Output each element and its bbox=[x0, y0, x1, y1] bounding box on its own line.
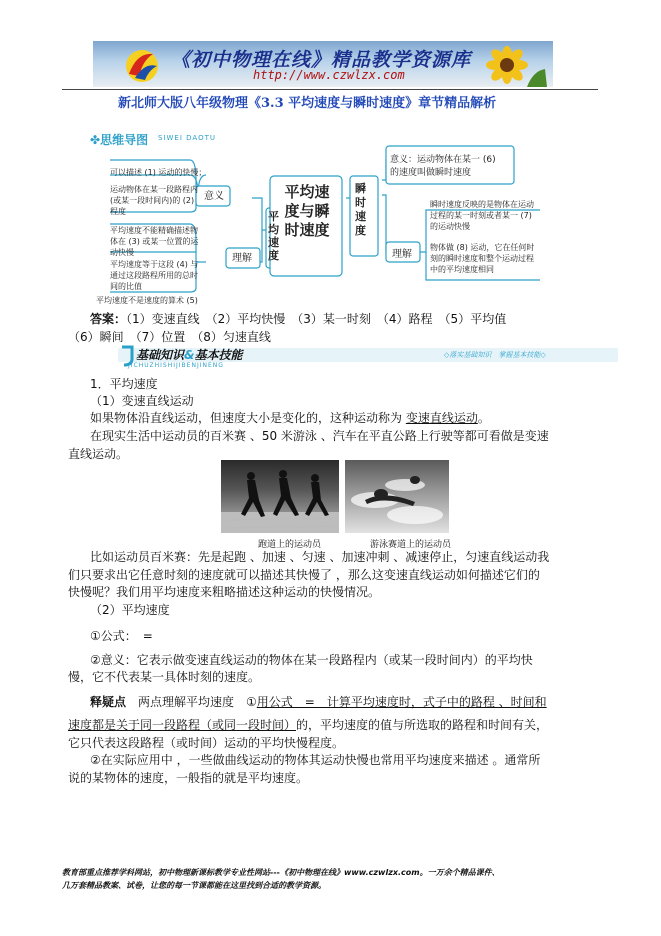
answers-line-1: 答案：（1）变速直线 （2）平均快慢 （3）某一时刻 （4）路程 （5）平均值 bbox=[90, 312, 507, 326]
mindmap-left-item: 平均速度等于这段 (4) 与 bbox=[110, 260, 199, 269]
section-pinyin: JICHUZHISHIJIBENJINENG bbox=[128, 362, 224, 369]
swimmers-photo bbox=[345, 460, 449, 533]
section-title: 基础知识&基本技能 bbox=[136, 348, 243, 362]
sunflower-icon bbox=[467, 41, 547, 87]
meaning-line-2: 慢，它不代表某一具体时刻的速度。 bbox=[68, 670, 261, 684]
mindmap-right-item: 的运动快慢 bbox=[430, 222, 470, 231]
answers-line-2: （6）瞬间 （7）位置 （8）匀速直线 bbox=[68, 330, 271, 344]
mindmap-left-item: 可以描述 (1) 运动的快慢； bbox=[110, 168, 207, 177]
mindmap-left-item: 动快慢 bbox=[110, 248, 134, 257]
footer-line-2: 几万套精品教案、试卷，让您的每一节课都能在这里找到合适的教学资源。 bbox=[62, 881, 326, 890]
mindmap-understand-node: 理解 bbox=[232, 253, 252, 264]
mindmap-right-item: 中的平均速度相同 bbox=[430, 265, 494, 274]
paragraph-3-cont: 快慢呢？我们用平均速度来粗略描述这种运动的快慢情况。 bbox=[68, 585, 381, 599]
runners-photo bbox=[221, 460, 339, 533]
subheading-variable-motion: （1）变速直线运动 bbox=[90, 394, 194, 408]
banner-title: 《初中物理在线》精品教学资源库 bbox=[171, 49, 472, 71]
header-banner bbox=[93, 41, 553, 87]
mindmap-right-meaning: 意义：运动物体在某一 (6) bbox=[390, 155, 496, 165]
document-title: 新北师大版八年级物理《3.3 平均速度与瞬时速度》章节精品解析 bbox=[118, 96, 497, 111]
explanation-line-3: 它只代表这段路程（或时间）运动的平均快慢程度。 bbox=[68, 736, 345, 750]
heading-avg-speed: 1．平均速度 bbox=[90, 377, 158, 391]
mindmap-left-item: 运动物体在某一段路程内 bbox=[110, 185, 198, 194]
banner-url: http://www.czwlzx.com bbox=[253, 68, 405, 82]
mindmap-left-item: 通过这段路程所用的总时 bbox=[110, 271, 198, 280]
mindmap-label: ✤思维导图 bbox=[90, 133, 149, 147]
footer-line-1: 教育部重点推荐学科网站，初中物理新课标教学专业性网站---《初中物理在线》www.czwlzx.com。一万余个精品课件、 bbox=[62, 868, 500, 877]
mindmap-left-item: 间的比值 bbox=[110, 282, 142, 291]
explanation-line-2: 速度都是关于同一段路程（或同一段时间）的，平均速度的值与所选取的路程和时间有关， bbox=[68, 718, 549, 732]
page-footer bbox=[62, 866, 602, 892]
section-slogan: ◇落实基础知识 掌握基本技能◇ bbox=[444, 351, 546, 359]
runners-image bbox=[221, 460, 339, 533]
swimmers-image bbox=[345, 460, 449, 533]
mindmap-instant-speed-node: 瞬时速度 bbox=[355, 182, 366, 237]
paragraph-2-cont: 直线运动。 bbox=[68, 447, 129, 461]
mindmap-left-item: 体在 (3) 或某一位置的运 bbox=[110, 237, 199, 246]
explanation-line-5: 说的某物体的速度，一般指的就是平均速度。 bbox=[68, 771, 309, 785]
site-logo-icon bbox=[123, 44, 161, 84]
explanation-line-1: 释疑点 两点理解平均速度 ①用公式 = 计算平均速度时，式子中的路程 、时间和 bbox=[90, 695, 547, 709]
mindmap-right-item: 刻的瞬时速度和整个运动过程 bbox=[430, 254, 534, 263]
mindmap-understand-node-2: 理解 bbox=[392, 249, 412, 260]
mindmap-avg-speed-node: 平均速度 bbox=[268, 210, 279, 262]
mindmap-left-item: 平均速度不能精确描述物 bbox=[110, 226, 198, 235]
paragraph-2: 在现实生活中运动员的百米赛 、50 米游泳 、汽车在平直公路上行驶等都可看做是变速 bbox=[90, 429, 549, 443]
subheading-avg-speed: （2）平均速度 bbox=[90, 603, 170, 617]
mindmap-meaning-node: 意义 bbox=[204, 191, 224, 202]
mindmap-left-item: 平均速度不是速度的算术 (5) bbox=[96, 296, 198, 305]
paragraph-1: 如果物体沿直线运动，但速度大小是变化的，这种运动称为 变速直线运动。 bbox=[90, 411, 490, 425]
mindmap-right-item: 瞬时速度反映的是物体在运动 bbox=[430, 200, 534, 209]
caption-swimmers: 游泳赛道上的运动员 bbox=[370, 540, 452, 550]
header-rule bbox=[62, 89, 598, 90]
mindmap-left-item: 程度 bbox=[110, 207, 126, 216]
mindmap-label-pinyin: SIWEI DAOTU bbox=[158, 134, 216, 142]
formula-line: ①公式： = bbox=[90, 629, 153, 643]
paragraph-3: 比如运动员百米赛：先是起跑 、加速 、匀速 、加速冲刺 、减速停止，匀速直线运动我 bbox=[90, 550, 550, 564]
mindmap-right-item: 物体做 (8) 运动，它在任何时 bbox=[430, 243, 535, 252]
meaning-line-1: ②意义：它表示做变速直线运动的物体在某一段路程内（或某一段时间内）的平均快 bbox=[90, 653, 533, 667]
mindmap-left-item: (或某一段时间内)的 (2) bbox=[110, 196, 195, 205]
mindmap-center-node: 平均速度与瞬时速度 bbox=[284, 183, 330, 239]
paragraph-3-cont: 们只要求出它任意时刻的速度就可以描述其快慢了 ，那么这变速直线运动如何描述它们的 bbox=[68, 568, 540, 582]
mindmap-right-meaning: 的速度叫做瞬时速度 bbox=[390, 168, 472, 178]
mindmap-right-item: 过程的某一时刻或者某一 (7) bbox=[430, 211, 532, 220]
explanation-line-4: ②在实际应用中 ，一些做曲线运动的物体其运动快慢也常用平均速度来描述 。通常所 bbox=[90, 753, 541, 767]
caption-runners: 跑道上的运动员 bbox=[258, 540, 322, 550]
